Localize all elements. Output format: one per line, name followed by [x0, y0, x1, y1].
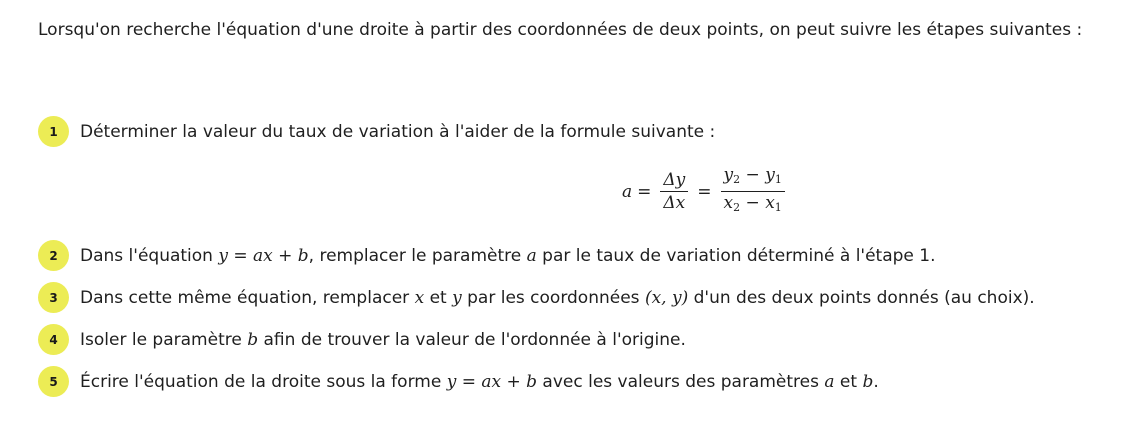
step-number-badge: 5 [38, 366, 69, 397]
step-number-badge: 1 [38, 116, 69, 147]
step-text: Écrire l'équation de la droite sous la forme y = ax + b avec les valeurs des paramètres a et b. [80, 372, 879, 392]
inline-math: b [247, 330, 259, 350]
step-number-badge: 2 [38, 240, 69, 271]
delta-fraction [660, 169, 688, 214]
coordinate-fraction-denominator: $x_2 - x_1$ [723, 193, 782, 214]
delta-fraction-denominator: Δx [663, 193, 686, 213]
step-1-text: Déterminer la valeur du taux de variation à l'aider de la formule suivante : [80, 122, 716, 142]
rate-of-change-formula [622, 164, 789, 219]
inline-math: a [824, 372, 835, 392]
delta-fraction-numerator: Δy [660, 169, 688, 192]
inline-math: (x, y) [644, 288, 689, 308]
formula-equals: = [637, 181, 652, 202]
formula-equals-2: = [697, 181, 712, 202]
step-text: Dans l'équation y = ax + b, remplacer le paramètre a par le taux de variation déterminé à l'étape 1. [80, 246, 936, 266]
intro-text: Lorsqu'on recherche l'équation d'une droite à partir des coordonnées de deux points, on peut suivre les étapes suivantes : [38, 20, 1083, 40]
inline-math: y [452, 288, 462, 308]
step-text [80, 121, 715, 143]
step-text: Isoler le paramètre b afin de trouver la valeur de l'ordonnée à l'origine. [80, 330, 686, 350]
step-number-badge: 3 [38, 282, 69, 313]
coordinate-fraction [721, 164, 785, 219]
inline-math: a [526, 246, 537, 266]
inline-math: y = ax + b [446, 372, 537, 392]
coordinate-fraction-numerator: $y_2 - y_1$ [721, 164, 785, 192]
inline-math: x [414, 288, 425, 308]
inline-math: b [862, 372, 874, 392]
inline-math: y = ax + b [218, 246, 309, 266]
step-text: Dans cette même équation, remplacer x et y par les coordonnées (x, y) d'un des deux points donnés (au choix). [80, 288, 1035, 308]
formula-lhs: a [622, 181, 633, 202]
step-number-badge: 4 [38, 324, 69, 355]
